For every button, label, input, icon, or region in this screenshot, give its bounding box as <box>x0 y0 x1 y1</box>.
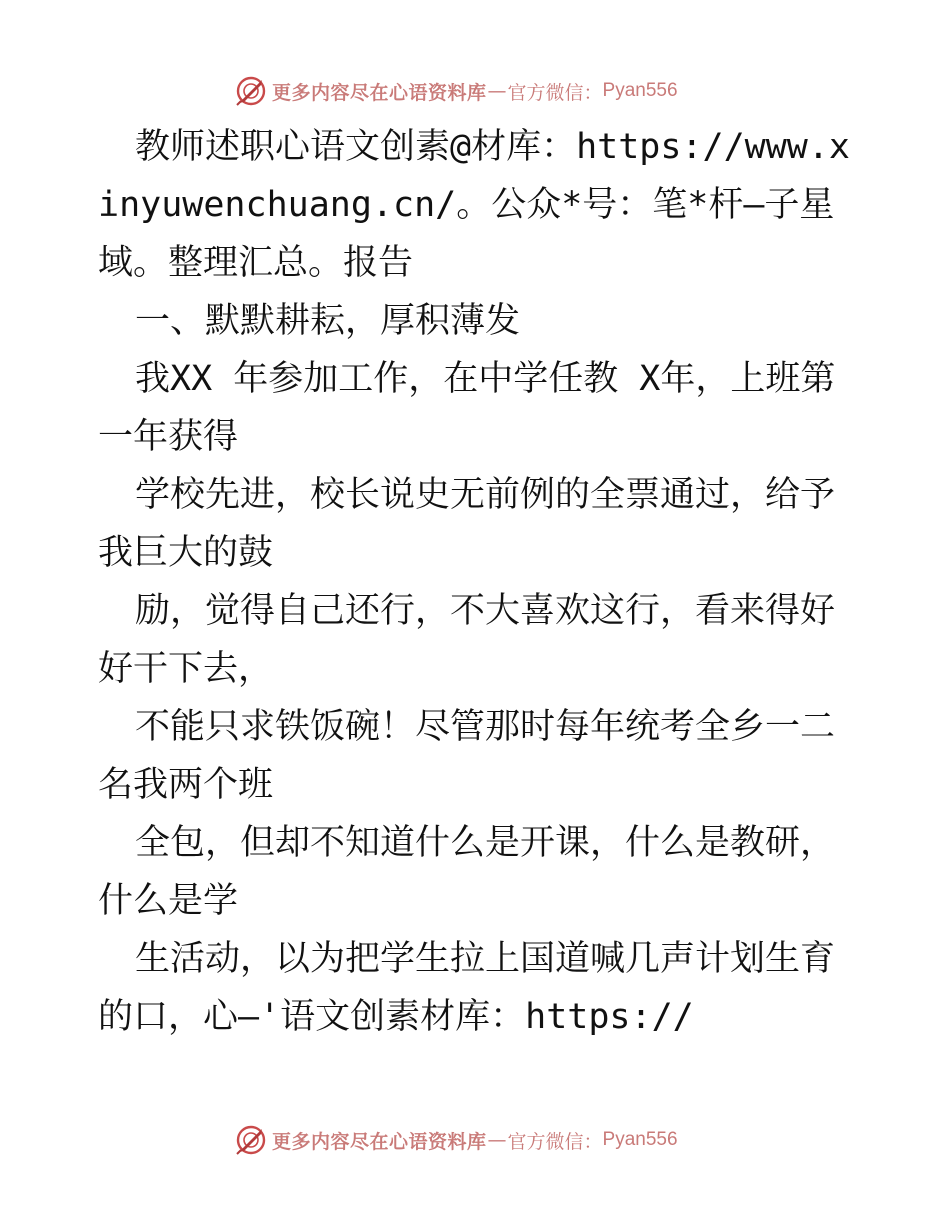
banner-contact-id: Pyan556 <box>602 80 678 101</box>
banner-contact-label: 官方微信： <box>507 81 603 104</box>
banner-title: 更多内容尽在心语资料库 <box>272 81 487 104</box>
header-banner <box>234 71 714 111</box>
banner-title: 更多内容尽在心语资料库 <box>272 1130 487 1153</box>
paragraph: 我XX 年参加工作，在中学任教 X年，上班第一年获得 <box>98 359 836 457</box>
brush-logo-icon <box>234 1123 268 1157</box>
section-heading: 一、默默耕耘，厚积薄发 <box>135 301 521 341</box>
paragraph: 生活动，以为把学生拉上国道喊几声计划生育的口，心—'语文创素材库：https:// <box>98 939 836 1037</box>
paragraph: 教师述职心语文创素@材库：https://www.xinyuwenchuang.cn/。公众*号：笔*杆—子星域。整理汇总。报告 <box>98 127 851 283</box>
paragraph: 全包，但却不知道什么是开课，什么是教研，什么是学 <box>98 823 836 921</box>
brush-logo-icon <box>234 74 268 108</box>
banner-dash: — <box>487 1129 507 1151</box>
document-body <box>98 118 858 1046</box>
paragraph: 励，觉得自己还行，不大喜欢这行，看来得好好干下去， <box>98 591 836 689</box>
paragraph: 学校先进，校长说史无前例的全票通过，给予我巨大的鼓 <box>98 475 836 573</box>
banner-contact-label: 官方微信： <box>507 1130 603 1153</box>
paragraph: 不能只求铁饭碗！尽管那时每年统考全乡一二名我两个班 <box>98 707 836 805</box>
banner-contact-id: Pyan556 <box>602 1129 678 1150</box>
footer-banner <box>234 1120 714 1160</box>
banner-dash: — <box>487 80 507 102</box>
